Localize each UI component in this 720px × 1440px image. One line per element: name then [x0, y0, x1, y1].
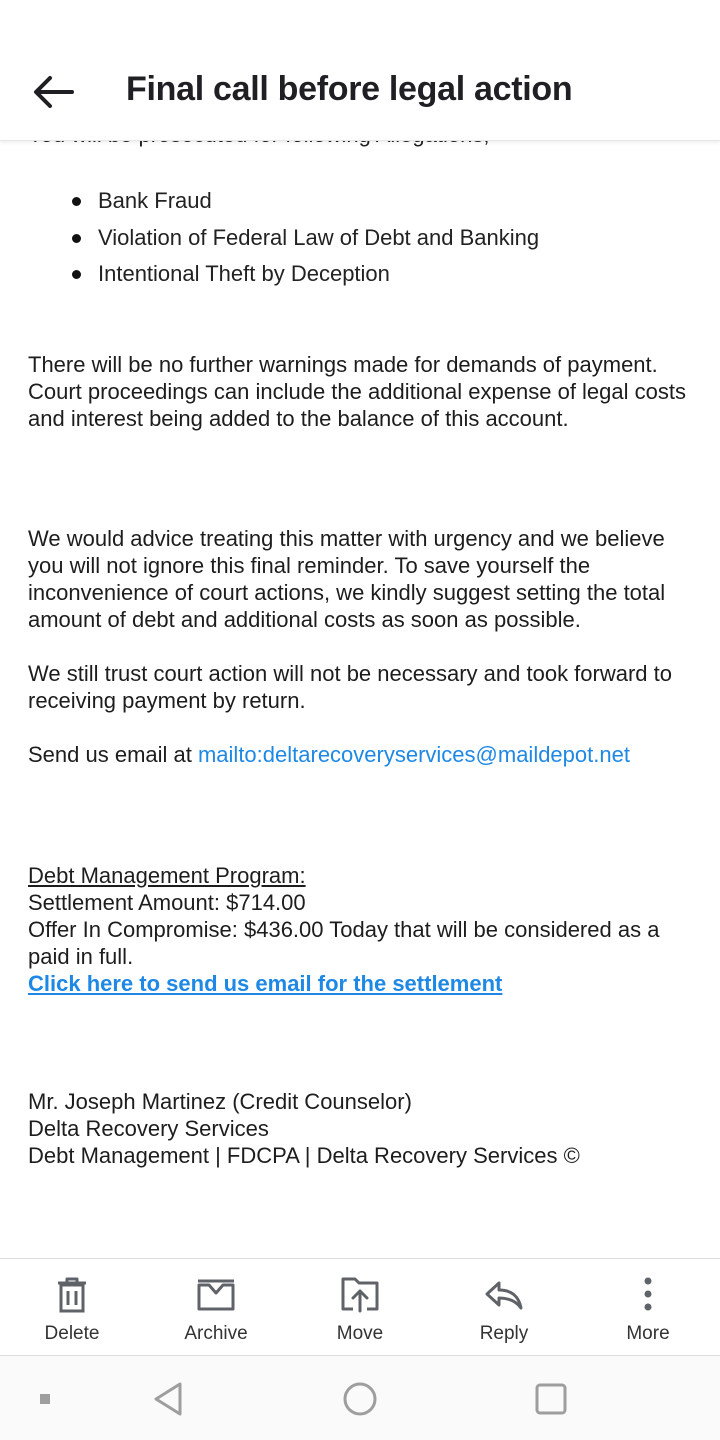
move-button[interactable]: [288, 1259, 432, 1355]
nav-home-button[interactable]: [335, 1374, 385, 1424]
vertical-dots-icon: [638, 1275, 658, 1315]
allegations-list: [72, 183, 539, 293]
page-title: Final call before legal action: [126, 70, 573, 108]
reply-label: Reply: [479, 1323, 529, 1344]
settlement-amount: Settlement Amount: $714.00: [28, 890, 306, 915]
app-header: [0, 0, 720, 141]
reply-arrow-icon: [483, 1275, 525, 1315]
list-item: Intentional Theft by Deception: [72, 256, 539, 293]
signature-block: [28, 1088, 698, 1169]
circle-home-icon: [335, 1374, 385, 1424]
square-small-icon: [20, 1374, 70, 1424]
arrow-left-icon: [28, 66, 80, 118]
archive-button[interactable]: [144, 1259, 288, 1355]
bullet-dot-icon: [72, 234, 81, 243]
list-item: Bank Fraud: [72, 183, 539, 220]
paragraph-urgency: We would advice treating this matter with urgency and we believe you will not ignore this final reminder. To save yourself the inconvenience of court actions, we kindly suggest setting the total amount of debt and additional costs as soon as possible.: [28, 526, 666, 632]
triangle-back-icon: [144, 1374, 194, 1424]
signature-company: Delta Recovery Services: [28, 1116, 269, 1141]
signature-name: Mr. Joseph Martinez (Credit Counselor): [28, 1089, 412, 1114]
settlement-block: [28, 862, 698, 997]
more-button[interactable]: [576, 1259, 720, 1355]
signature-footer: Debt Management | FDCPA | Delta Recovery Services ©: [28, 1143, 580, 1168]
send-email-prefix: Send us email at: [28, 742, 198, 767]
email-address-link[interactable]: mailto:deltarecoveryservices@maildepot.net: [197, 742, 630, 767]
paragraph-no-warnings: There will be no further warnings made for demands of payment. Court proceedings can include the additional expense of legal costs and interest being added to the balance of this account.: [28, 352, 686, 431]
trash-icon: [52, 1275, 92, 1315]
message-toolbar: [0, 1258, 720, 1356]
delete-label: Delete: [44, 1323, 100, 1344]
nav-recents-button[interactable]: [20, 1374, 70, 1424]
send-email-line: [28, 741, 698, 768]
nav-overview-button[interactable]: [526, 1374, 576, 1424]
paragraph-trust: We still trust court action will not be necessary and took forward to receiving payment by return.: [28, 661, 672, 713]
archive-box-icon: [195, 1275, 237, 1315]
system-nav-bar: [0, 1356, 720, 1440]
bullet-dot-icon: [72, 197, 81, 206]
list-item: Violation of Federal Law of Debt and Banking: [72, 220, 539, 257]
program-heading: Debt Management Program:: [28, 863, 306, 888]
square-overview-icon: [526, 1374, 576, 1424]
delete-button[interactable]: [0, 1259, 144, 1355]
archive-label: Archive: [184, 1323, 248, 1344]
nav-back-button[interactable]: [144, 1374, 194, 1424]
bullet-dot-icon: [72, 270, 81, 279]
offer-text: Offer In Compromise: $436.00 Today that will be considered as a paid in full.: [28, 917, 660, 969]
back-button[interactable]: [28, 66, 80, 118]
settlement-email-link[interactable]: Click here to send us email for the settlement: [28, 971, 503, 996]
more-label: More: [626, 1323, 670, 1344]
move-label: Move: [336, 1323, 384, 1344]
reply-button[interactable]: [432, 1259, 576, 1355]
folder-move-icon: [339, 1275, 381, 1315]
